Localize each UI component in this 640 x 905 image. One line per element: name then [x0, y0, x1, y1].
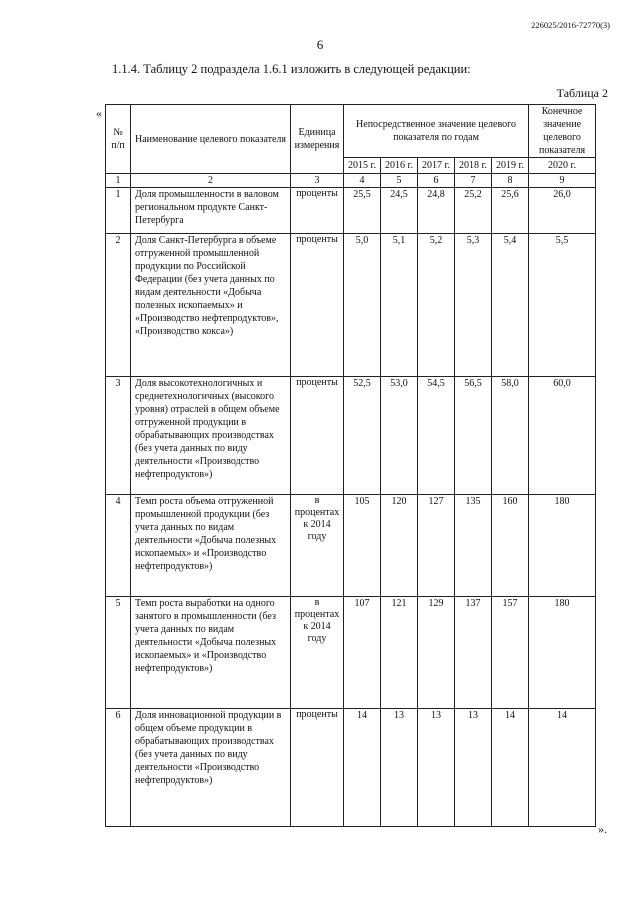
- column-index: 1: [106, 174, 131, 188]
- value-2018: 137: [455, 597, 492, 709]
- value-2016: 13: [381, 709, 418, 827]
- row-number: 6: [106, 709, 131, 827]
- value-2019: 157: [492, 597, 529, 709]
- column-index: 9: [529, 174, 596, 188]
- intro-paragraph: 1.1.4. Таблицу 2 подраздела 1.6.1 изложить в следующей редакции:: [112, 62, 471, 76]
- column-index: 5: [381, 174, 418, 188]
- column-index: 6: [418, 174, 455, 188]
- row-number: 3: [106, 377, 131, 495]
- table-header-row: [106, 105, 596, 158]
- indicator-unit: в процентах к 2014 году: [291, 495, 344, 597]
- column-index: 4: [344, 174, 381, 188]
- final-value-2020: 60,0: [529, 377, 596, 495]
- value-2016: 53,0: [381, 377, 418, 495]
- table-row: [106, 234, 596, 377]
- row-number: 4: [106, 495, 131, 597]
- year-header: 2015 г.: [344, 158, 381, 174]
- value-2019: 58,0: [492, 377, 529, 495]
- indicator-unit: проценты: [291, 709, 344, 827]
- header-final-value: Конечное значение целевого показателя: [529, 105, 596, 158]
- value-2017: 5,2: [418, 234, 455, 377]
- value-2017: 24,8: [418, 188, 455, 234]
- indicator-unit: проценты: [291, 234, 344, 377]
- indicator-name: Доля инновационной продукции в общем объеме продукции в обрабатывающих производствах (без учета данных по виду деятельности «Производство нефтепродуктов»): [131, 709, 291, 827]
- value-2017: 13: [418, 709, 455, 827]
- final-value-2020: 14: [529, 709, 596, 827]
- row-number: 2: [106, 234, 131, 377]
- value-2018: 13: [455, 709, 492, 827]
- value-2015: 25,5: [344, 188, 381, 234]
- table-row: [106, 597, 596, 709]
- value-2016: 5,1: [381, 234, 418, 377]
- final-value-2020: 180: [529, 495, 596, 597]
- closing-quote: ».: [598, 822, 607, 836]
- header-num: № п/п: [106, 105, 131, 174]
- table-row: [106, 377, 596, 495]
- indicator-name: Доля высокотехнологичных и среднетехнологичных (высокого уровня) отраслей в общем объеме отгруженной продукции в обрабатывающих производствах (без учета данных по виду деятельности «Производство нефтепродуктов»): [131, 377, 291, 495]
- year-header: 2020 г.: [529, 158, 596, 174]
- value-2019: 5,4: [492, 234, 529, 377]
- indicator-name: Темп роста выработки на одного занятого в промышленности (без учета данных по видам деятельности «Добыча полезных ископаемых» и «Производство нефтепродуктов»): [131, 597, 291, 709]
- table-label: Таблица 2: [556, 86, 608, 100]
- opening-quote: «: [96, 106, 102, 120]
- value-2019: 14: [492, 709, 529, 827]
- table-row: [106, 709, 596, 827]
- column-index: 8: [492, 174, 529, 188]
- row-number: 1: [106, 188, 131, 234]
- column-index-row: [106, 174, 596, 188]
- value-2015: 14: [344, 709, 381, 827]
- table-row: [106, 188, 596, 234]
- value-2015: 105: [344, 495, 381, 597]
- header-unit: Единица измерения: [291, 105, 344, 174]
- header-name: Наименование целевого показателя: [131, 105, 291, 174]
- year-header: 2016 г.: [381, 158, 418, 174]
- indicator-name: Темп роста объема отгруженной промышленной продукции (без учета данных по видам деятельности «Добыча полезных ископаемых» и «Производство нефтепродуктов»): [131, 495, 291, 597]
- table-row: [106, 495, 596, 597]
- value-2018: 56,5: [455, 377, 492, 495]
- column-index: 7: [455, 174, 492, 188]
- indicator-unit: проценты: [291, 188, 344, 234]
- value-2015: 5,0: [344, 234, 381, 377]
- value-2016: 120: [381, 495, 418, 597]
- value-2016: 24,5: [381, 188, 418, 234]
- value-2019: 160: [492, 495, 529, 597]
- header-direct-values: Непосредственное значение целевого показателя по годам: [344, 105, 529, 158]
- indicator-unit: в процентах к 2014 году: [291, 597, 344, 709]
- value-2015: 52,5: [344, 377, 381, 495]
- indicator-name: Доля Санкт-Петербурга в объеме отгруженной промышленной продукции по Российской Федерации (без учета данных по видам деятельности «Добыча полезных ископаемых» и «Производство нефтепродуктов», «Производство кокса»): [131, 234, 291, 377]
- value-2016: 121: [381, 597, 418, 709]
- value-2015: 107: [344, 597, 381, 709]
- final-value-2020: 26,0: [529, 188, 596, 234]
- indicator-unit: проценты: [291, 377, 344, 495]
- final-value-2020: 5,5: [529, 234, 596, 377]
- value-2018: 5,3: [455, 234, 492, 377]
- year-header: 2019 г.: [492, 158, 529, 174]
- year-header: 2018 г.: [455, 158, 492, 174]
- value-2019: 25,6: [492, 188, 529, 234]
- page-number: 6: [316, 37, 324, 52]
- column-index: 3: [291, 174, 344, 188]
- column-index: 2: [131, 174, 291, 188]
- final-value-2020: 180: [529, 597, 596, 709]
- value-2018: 135: [455, 495, 492, 597]
- document-number: 226025/2016-72770(3): [531, 20, 610, 30]
- value-2018: 25,2: [455, 188, 492, 234]
- indicator-name: Доля промышленности в валовом региональном продукте Санкт-Петербурга: [131, 188, 291, 234]
- year-header: 2017 г.: [418, 158, 455, 174]
- value-2017: 54,5: [418, 377, 455, 495]
- target-indicators-table: [105, 104, 596, 827]
- value-2017: 129: [418, 597, 455, 709]
- value-2017: 127: [418, 495, 455, 597]
- row-number: 5: [106, 597, 131, 709]
